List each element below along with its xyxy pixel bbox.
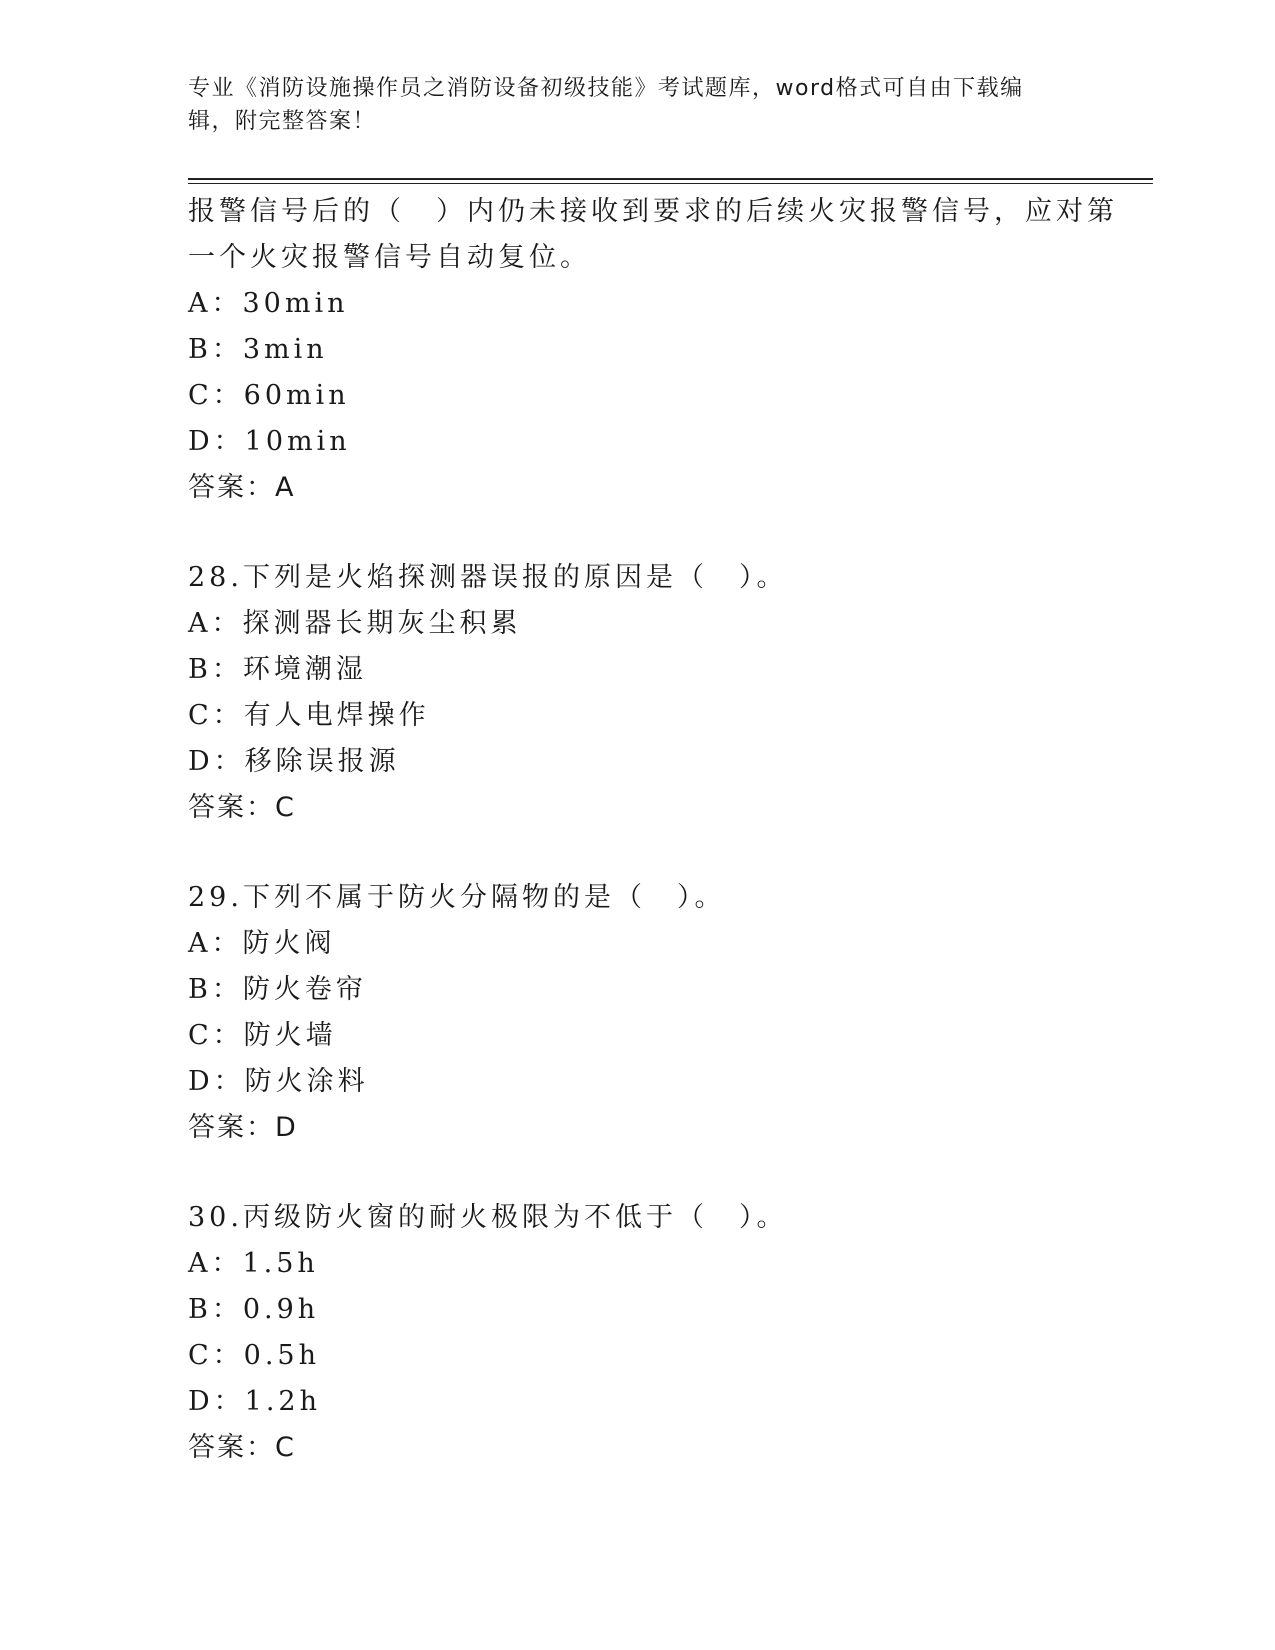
answer-line: 答案：D bbox=[188, 1112, 298, 1143]
header-divider-thin bbox=[188, 183, 1153, 184]
option-d: D：防火涂料 bbox=[188, 1066, 369, 1097]
question-stem: 29.下列不属于防火分隔物的是（ ）。 bbox=[188, 882, 726, 913]
option-a: A：探测器长期灰尘积累 bbox=[188, 608, 522, 639]
header-line-1: 专业《消防设施操作员之消防设备初级技能》考试题库，word格式可自由下载编 bbox=[188, 76, 1024, 101]
question-block bbox=[188, 1195, 1088, 1471]
option-c: C：0.5h bbox=[188, 1340, 320, 1371]
option-c: C：防火墙 bbox=[188, 1020, 337, 1051]
question-block bbox=[188, 189, 1118, 511]
option-a: A：1.5h bbox=[188, 1248, 319, 1279]
option-d: D：1.2h bbox=[188, 1386, 321, 1417]
answer-line: 答案：C bbox=[188, 1432, 296, 1463]
question-stem: 28.下列是火焰探测器误报的原因是（ ）。 bbox=[188, 562, 788, 593]
option-d: D：10min bbox=[188, 426, 351, 457]
option-a: A：防火阀 bbox=[188, 928, 336, 959]
option-d: D：移除误报源 bbox=[188, 746, 400, 777]
answer-line: 答案：A bbox=[188, 472, 296, 503]
option-b: B：0.9h bbox=[188, 1294, 320, 1325]
question-block bbox=[188, 555, 1088, 831]
document-header bbox=[188, 72, 1068, 138]
question-list bbox=[188, 189, 1118, 1471]
option-b: B：防火卷帘 bbox=[188, 974, 367, 1005]
question-stem: 报警信号后的（ ）内仍未接收到要求的后续火灾报警信号，应对第 bbox=[188, 196, 1118, 227]
question-stem: 一个火灾报警信号自动复位。 bbox=[188, 242, 591, 273]
option-c: C：60min bbox=[188, 380, 350, 411]
header-line-2: 辑，附完整答案！ bbox=[188, 109, 377, 134]
question-block bbox=[188, 875, 1088, 1151]
answer-line: 答案：C bbox=[188, 792, 296, 823]
question-stem: 30.丙级防火窗的耐火极限为不低于（ ）。 bbox=[188, 1202, 788, 1233]
option-b: B：环境潮湿 bbox=[188, 654, 367, 685]
header-divider-thick bbox=[188, 178, 1153, 180]
option-b: B：3min bbox=[188, 334, 328, 365]
option-c: C：有人电焊操作 bbox=[188, 700, 430, 731]
option-a: A：30min bbox=[188, 288, 349, 319]
